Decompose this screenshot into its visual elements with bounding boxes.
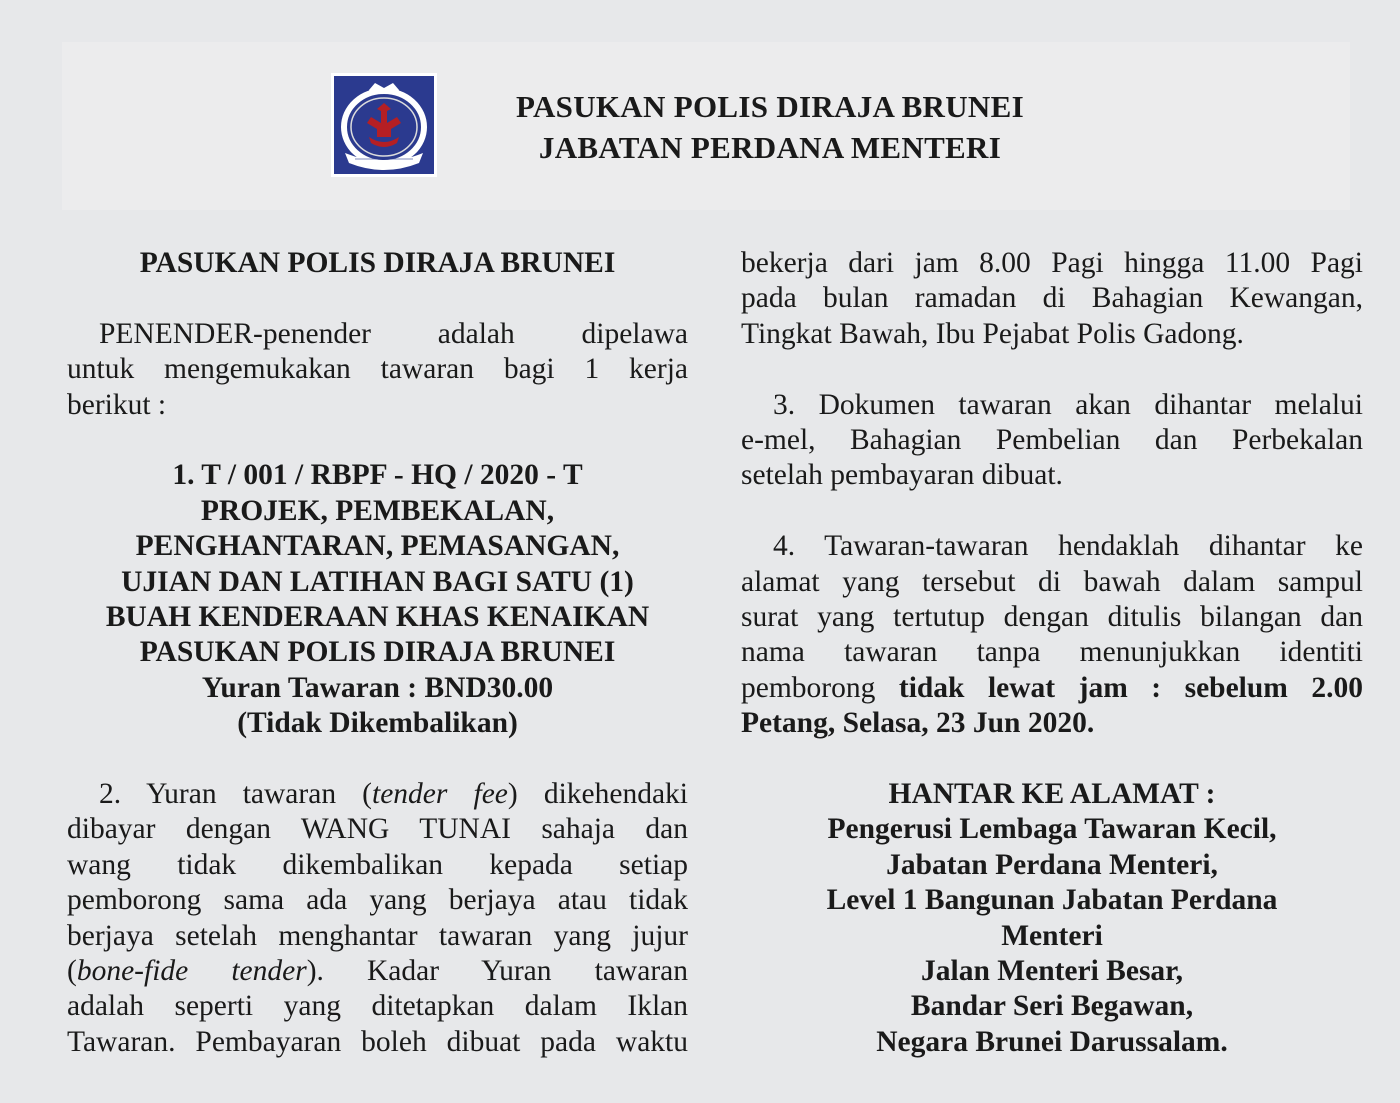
header-titles xyxy=(460,86,1080,168)
left-column xyxy=(67,246,688,1060)
header-title-line1: PASUKAN POLIS DIRAJA BRUNEI xyxy=(516,89,1024,124)
address-block xyxy=(741,777,1363,1060)
police-crest-icon xyxy=(331,73,437,177)
address-line: Jalan Menteri Besar, xyxy=(921,955,1183,988)
right-column xyxy=(741,246,1363,1060)
deadline-date: Petang, Selasa, 23 Jun 2020. xyxy=(741,707,1095,740)
address-heading: HANTAR KE ALAMAT : xyxy=(888,778,1216,811)
address-line: Level 1 Bangunan Jabatan Perdana xyxy=(826,884,1278,917)
intro-line-1: PENENDER-penender adalah dipelawa xyxy=(99,317,688,350)
tender-title-line: PENGHANTARAN, PEMASANGAN, xyxy=(135,530,620,563)
address-line: Pengerusi Lembaga Tawaran Kecil, xyxy=(827,813,1277,846)
tender-non-refund: (Tidak Dikembalikan) xyxy=(237,707,518,740)
tender-title-line: UJIAN DAN LATIHAN BAGI SATU (1) xyxy=(121,565,634,598)
address-line: Negara Brunei Darussalam. xyxy=(876,1025,1228,1058)
intro-line-2: untuk mengemukakan tawaran bagi 1 kerja xyxy=(67,353,688,386)
left-heading: PASUKAN POLIS DIRAJA BRUNEI xyxy=(139,247,616,279)
paragraph-2: 2. Yuran tawaran (tender fee) dikehendaki dibayar dengan WANG TUNAI sahaja dan wang tidak dikembalikan kepada setiap pemborong sama ada yang berjaya atau tidak berjaya setelah menghantar tawaran yang jujur (bone-fide tender). Kadar Yuran tawaran adalah seperti yang ditetapkan dalam Iklan Tawaran. Pembayaran boleh dibuat pada waktu xyxy=(67,778,689,1058)
tender-title-line: PASUKAN POLIS DIRAJA BRUNEI xyxy=(139,636,616,669)
deadline-text: tidak lewat jam : sebelum 2.00 xyxy=(898,671,1363,704)
tender-title-line: PROJEK, PEMBEKALAN, xyxy=(200,494,555,527)
address-line: Jabatan Perdana Menteri, xyxy=(886,848,1218,881)
address-line: Bandar Seri Begawan, xyxy=(910,990,1194,1023)
address-line: Menteri xyxy=(1001,919,1103,952)
paragraph-3: 3. Dokumen tawaran akan dihantar melalui e-mel, Bahagian Pembelian dan Perbekalan setelah pembayaran dibuat. xyxy=(741,388,1363,492)
tender-number: 1. T / 001 / RBPF - HQ / 2020 - T xyxy=(172,459,583,492)
paragraph-4: 4. Tawaran-tawaran hendaklah dihantar ke alamat yang tersebut di bawah dalam sampul surat yang tertutup dengan ditulis bilangan dan nama tawaran tanpa menunjukkan identiti pemborong tidak lewat jam : sebelum 2.00 Petang, Selasa, 23 Jun 2020. xyxy=(741,529,1363,741)
tender-fee: Yuran Tawaran : BND30.00 xyxy=(201,671,554,704)
intro-line-3: berikut : xyxy=(67,388,167,421)
tender-block xyxy=(67,458,688,741)
tender-title-line: BUAH KENDERAAN KHAS KENAIKAN xyxy=(105,601,650,634)
header-title-line2: JABATAN PERDANA MENTERI xyxy=(538,130,1002,165)
paragraph-2-continued: bekerja dari jam 8.00 Pagi hingga 11.00 Pagi pada bulan ramadan di Bahagian Kewangan, Tingkat Bawah, Ibu Pejabat Polis Gadong. xyxy=(741,247,1363,350)
